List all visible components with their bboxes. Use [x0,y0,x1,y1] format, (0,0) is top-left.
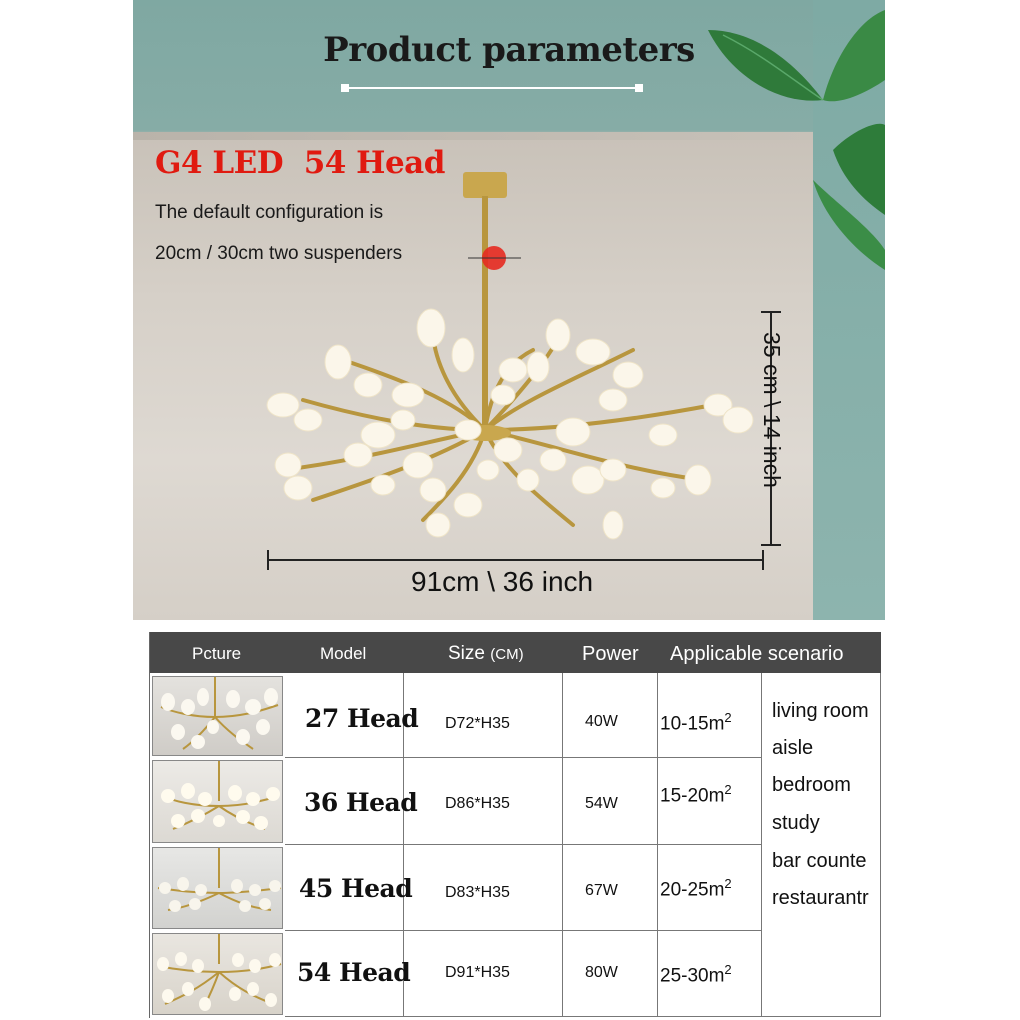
model-label: 54 Head [297,958,411,987]
area-number: 25-30m [660,965,725,987]
chandelier-thumbnail-icon [153,677,283,756]
area-superscript: 2 [724,962,732,977]
model-label: 27 Head [305,704,419,733]
spec-heading: G4 LED 54 Head [155,145,445,181]
chandelier-illustration [133,0,885,620]
product-thumbnail [152,933,283,1015]
header-power: Power [582,643,639,665]
size-value: D91*H35 [445,964,510,981]
height-dimension-label: 35 cm \ 14 inch [759,332,785,488]
width-dimension-label: 91cm \ 36 inch [411,566,594,597]
chandelier-thumbnail-icon [153,848,283,929]
size-value: D86*H35 [445,795,510,812]
size-value: D83*H35 [445,884,510,901]
power-value: 40W [585,713,618,730]
product-thumbnail [152,676,283,756]
power-value: 80W [585,964,618,981]
size-value: D72*H35 [445,715,510,732]
scenario-item: bar counte [772,850,867,872]
leaf-shades [267,309,753,539]
area-value [660,710,732,735]
product-thumbnail [152,760,283,843]
area-number: 15-20m [660,785,725,807]
scenario-item: aisle [772,737,814,759]
header-size [448,632,524,673]
header-picture: Pcture [192,644,242,663]
ceiling-canopy [463,172,507,198]
scenario-cell [762,673,881,1017]
scenario-item: living room [772,700,869,722]
config-note-line-2: 20cm / 30cm two suspenders [155,243,403,264]
product-thumbnail [152,847,283,929]
product-hero-image [133,0,885,620]
model-label: 45 Head [299,874,413,903]
scenario-item: restaurantr [772,887,869,909]
header-model: Model [320,644,367,663]
config-note-line-1: The default configuration is [155,202,384,223]
header-size-unit: (CM) [490,646,524,663]
header-size-label: Size [448,643,485,664]
table-header [150,632,881,673]
area-value [660,876,732,901]
area-value [660,962,732,987]
power-value: 67W [585,882,618,899]
suspension-rod [482,196,488,426]
page-title: Product parameters [323,30,695,70]
title-underline [345,87,639,89]
parameters-table [149,632,881,1018]
scenario-item: study [772,812,820,834]
chandelier-thumbnail-icon [153,761,283,843]
power-value: 54W [585,795,618,812]
area-value [660,782,732,807]
model-label: 36 Head [304,788,418,817]
header-scenario: Applicable scenario [670,643,844,665]
area-superscript: 2 [724,782,732,797]
area-number: 20-25m [660,879,725,901]
scenario-item: bedroom [772,774,851,796]
chandelier-thumbnail-icon [153,934,283,1015]
area-superscript: 2 [724,710,732,725]
area-superscript: 2 [724,876,732,891]
area-number: 10-15m [660,713,725,735]
